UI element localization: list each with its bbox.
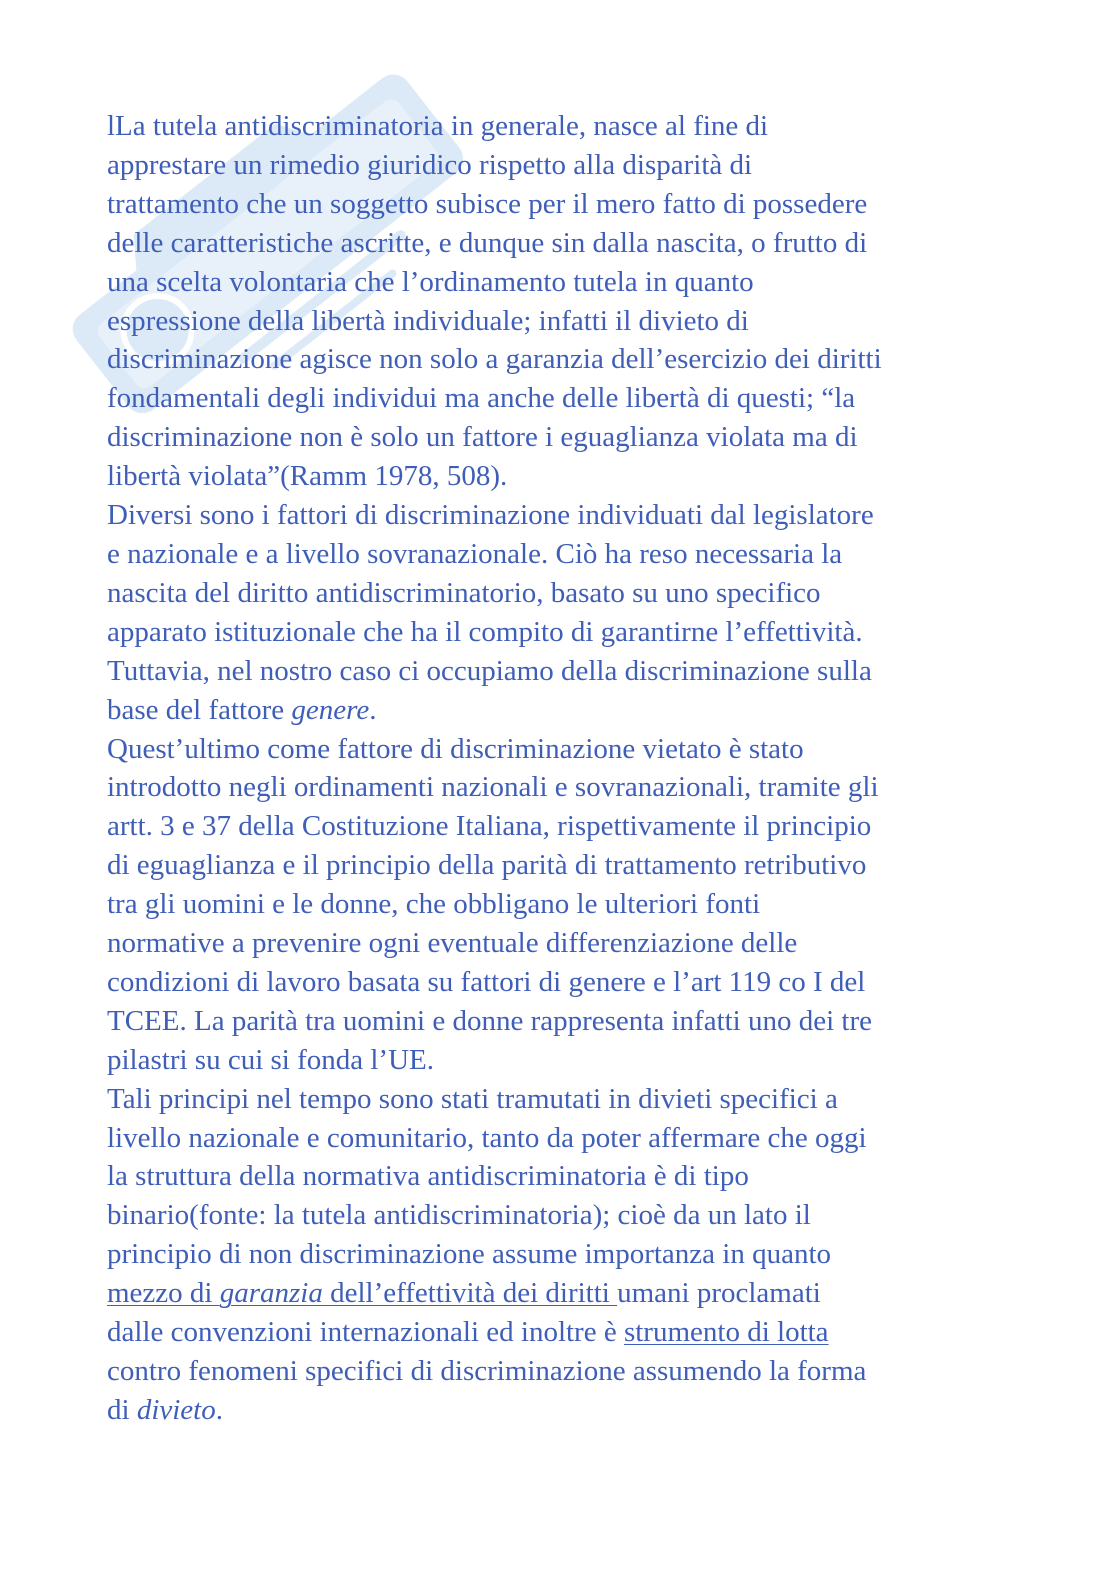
text-segment: nascita del diritto antidiscriminatorio, basato su uno specifico bbox=[107, 576, 821, 609]
text-line bbox=[107, 185, 1067, 224]
underlined-text: strumento di lotta bbox=[623, 1316, 829, 1349]
text-line bbox=[107, 613, 1067, 652]
text-segment: lLa tutela antidiscriminatoria in generale, nasce al fine di bbox=[107, 110, 769, 142]
text-line bbox=[107, 418, 1067, 457]
text-segment: tra gli uomini e le donne, che obbligano le ulteriori fonti bbox=[107, 888, 761, 921]
text-line bbox=[107, 652, 1067, 691]
text-line bbox=[107, 263, 1067, 302]
text-line bbox=[107, 146, 1067, 185]
text-line bbox=[107, 1313, 1067, 1352]
text-line bbox=[107, 963, 1067, 1002]
text-segment: introdotto negli ordinamenti nazionali e sovranazionali, tramite gli bbox=[107, 771, 879, 804]
body-text bbox=[107, 107, 1067, 1430]
text-segment: contro fenomeni specifici di discriminazione assumendo la forma bbox=[107, 1355, 867, 1387]
text-line bbox=[107, 535, 1067, 574]
text-line bbox=[107, 1196, 1067, 1235]
text-line bbox=[107, 691, 1067, 730]
text-segment: umani proclamati bbox=[617, 1277, 821, 1310]
text-line bbox=[107, 846, 1067, 885]
text-line bbox=[107, 730, 1067, 769]
underlined-text: dell’effettività dei diritti bbox=[322, 1277, 618, 1310]
text-line bbox=[107, 1352, 1067, 1391]
text-line bbox=[107, 1080, 1067, 1119]
underlined-text: mezzo di bbox=[107, 1277, 220, 1310]
text-line bbox=[107, 924, 1067, 963]
text-segment: artt. 3 e 37 della Costituzione Italiana, rispettivamente il principio bbox=[107, 810, 872, 843]
text-line bbox=[107, 379, 1067, 418]
text-line bbox=[107, 574, 1067, 613]
text-segment: Diversi sono i fattori di discriminazione individuati dal legislatore bbox=[107, 499, 874, 532]
italic-text: divieto bbox=[136, 1393, 216, 1426]
text-line bbox=[107, 457, 1067, 496]
text-line bbox=[107, 807, 1067, 846]
text-segment: apparato istituzionale che ha il compito di garantirne l’effettività. bbox=[107, 615, 863, 648]
text-line bbox=[107, 1235, 1067, 1274]
text-segment: discriminazione non è solo un fattore i eguaglianza violata ma di bbox=[107, 421, 858, 454]
text-line bbox=[107, 768, 1067, 807]
text-segment: Tuttavia, nel nostro caso ci occupiamo della discriminazione sulla bbox=[107, 654, 872, 687]
text-segment: . bbox=[369, 693, 377, 726]
text-segment: principio di non discriminazione assume importanza in quanto bbox=[107, 1238, 832, 1271]
text-line bbox=[107, 496, 1067, 535]
text-segment: normative a prevenire ogni eventuale differenziazione delle bbox=[107, 927, 798, 960]
text-segment: Quest’ultimo come fattore di discriminazione vietato è stato bbox=[107, 732, 804, 765]
text-segment: base del fattore bbox=[107, 693, 292, 726]
text-segment: condizioni di lavoro basata su fattori di genere e l’art 119 co I del bbox=[107, 965, 866, 998]
text-segment: e nazionale e a livello sovranazionale. Ciò ha reso necessaria la bbox=[107, 537, 843, 570]
text-segment: Tali principi nel tempo sono stati tramutati in divieti specifici a bbox=[107, 1082, 838, 1115]
text-line bbox=[107, 302, 1067, 341]
text-line bbox=[107, 224, 1067, 263]
text-line bbox=[107, 107, 1067, 146]
text-line bbox=[107, 1041, 1067, 1080]
text-segment: una scelta volontaria che l’ordinamento tutela in quanto bbox=[107, 265, 754, 298]
text-line bbox=[107, 1157, 1067, 1196]
text-line bbox=[107, 340, 1067, 379]
text-line bbox=[107, 885, 1067, 924]
text-segment: dalle convenzioni internazionali ed inoltre è bbox=[107, 1316, 624, 1349]
text-segment: . bbox=[215, 1393, 223, 1426]
text-line bbox=[107, 1002, 1067, 1041]
text-segment: la struttura della normativa antidiscriminatoria è di tipo bbox=[107, 1160, 749, 1193]
text-segment: di eguaglianza e il principio della parità di trattamento retributivo bbox=[107, 849, 867, 882]
text-line bbox=[107, 1391, 1067, 1430]
text-segment: livello nazionale e comunitario, tanto da poter affermare che oggi bbox=[107, 1121, 867, 1154]
text-segment: libertà violata”(Ramm 1978, 508). bbox=[107, 460, 508, 493]
italic-text: genere bbox=[291, 693, 370, 726]
text-segment: binario(fonte: la tutela antidiscriminatoria); cioè da un lato il bbox=[107, 1199, 811, 1232]
text-line bbox=[107, 1119, 1067, 1158]
text-segment: TCEE. La parità tra uomini e donne rappresenta infatti uno dei tre bbox=[107, 1004, 873, 1037]
text-segment: trattamento che un soggetto subisce per il mero fatto di possedere bbox=[107, 187, 868, 220]
underlined-text: garanzia bbox=[219, 1277, 323, 1310]
text-segment: apprestare un rimedio giuridico rispetto alla disparità di bbox=[107, 148, 753, 181]
text-segment: delle caratteristiche ascritte, e dunque sin dalla nascita, o frutto di bbox=[107, 226, 868, 259]
text-segment: pilastri su cui si fonda l’UE. bbox=[107, 1043, 435, 1076]
text-line bbox=[107, 1274, 1067, 1313]
text-segment: di bbox=[107, 1393, 137, 1426]
text-segment: fondamentali degli individui ma anche delle libertà di questi; “la bbox=[107, 382, 856, 415]
text-segment: discriminazione agisce non solo a garanzia dell’esercizio dei diritti bbox=[107, 343, 882, 376]
text-segment: espressione della libertà individuale; infatti il divieto di bbox=[107, 304, 749, 337]
